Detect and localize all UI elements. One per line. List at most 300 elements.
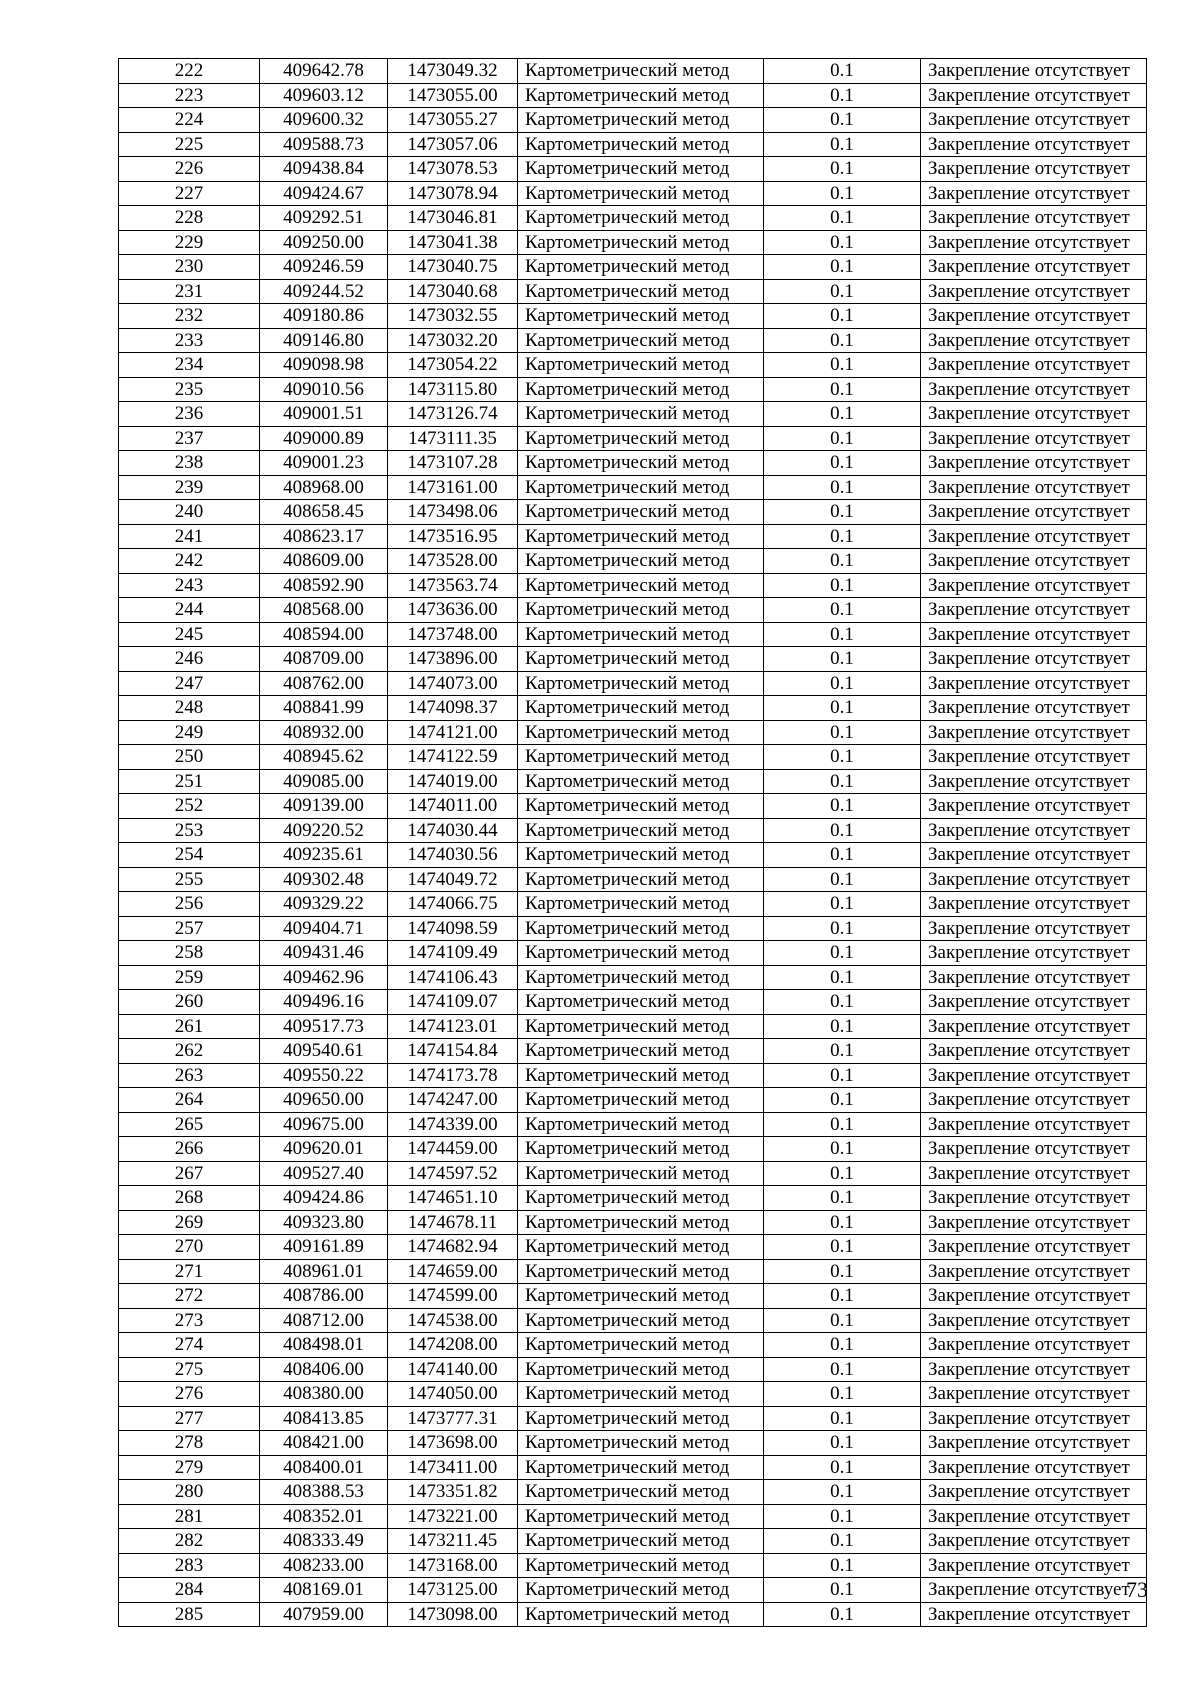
- method-cell: Картометрический метод: [518, 769, 764, 794]
- table-row: [119, 524, 1147, 549]
- fixing-description-cell: Закрепление отсутствует: [921, 377, 1147, 402]
- accuracy-cell: 0.1: [764, 647, 921, 672]
- y-coordinate-cell: 1473126.74: [388, 402, 518, 427]
- accuracy-cell: 0.1: [764, 696, 921, 721]
- accuracy-cell: 0.1: [764, 59, 921, 84]
- accuracy-cell: 0.1: [764, 475, 921, 500]
- fixing-description-cell: Закрепление отсутствует: [921, 328, 1147, 353]
- table-row: [119, 1504, 1147, 1529]
- table-row: [119, 1578, 1147, 1603]
- accuracy-cell: 0.1: [764, 500, 921, 525]
- accuracy-cell: 0.1: [764, 1529, 921, 1554]
- point-number-cell: 284: [119, 1578, 260, 1603]
- fixing-description-cell: Закрепление отсутствует: [921, 1088, 1147, 1113]
- y-coordinate-cell: 1473049.32: [388, 59, 518, 84]
- accuracy-cell: 0.1: [764, 1504, 921, 1529]
- y-coordinate-cell: 1473054.22: [388, 353, 518, 378]
- point-number-cell: 255: [119, 867, 260, 892]
- y-coordinate-cell: 1473032.20: [388, 328, 518, 353]
- method-cell: Картометрический метод: [518, 157, 764, 182]
- method-cell: Картометрический метод: [518, 402, 764, 427]
- method-cell: Картометрический метод: [518, 426, 764, 451]
- fixing-description-cell: Закрепление отсутствует: [921, 108, 1147, 133]
- y-coordinate-cell: 1473211.45: [388, 1529, 518, 1554]
- method-cell: Картометрический метод: [518, 720, 764, 745]
- accuracy-cell: 0.1: [764, 1333, 921, 1358]
- fixing-description-cell: Закрепление отсутствует: [921, 181, 1147, 206]
- fixing-description-cell: Закрепление отсутствует: [921, 1333, 1147, 1358]
- x-coordinate-cell: 408380.00: [260, 1382, 388, 1407]
- fixing-description-cell: Закрепление отсутствует: [921, 1063, 1147, 1088]
- y-coordinate-cell: 1474208.00: [388, 1333, 518, 1358]
- x-coordinate-cell: 408233.00: [260, 1553, 388, 1578]
- y-coordinate-cell: 1473078.94: [388, 181, 518, 206]
- y-coordinate-cell: 1473351.82: [388, 1480, 518, 1505]
- fixing-description-cell: Закрепление отсутствует: [921, 941, 1147, 966]
- method-cell: Картометрический метод: [518, 1284, 764, 1309]
- method-cell: Картометрический метод: [518, 1431, 764, 1456]
- table-body: [119, 59, 1147, 1627]
- table-row: [119, 647, 1147, 672]
- y-coordinate-cell: 1473528.00: [388, 549, 518, 574]
- method-cell: Картометрический метод: [518, 892, 764, 917]
- accuracy-cell: 0.1: [764, 83, 921, 108]
- point-number-cell: 273: [119, 1308, 260, 1333]
- accuracy-cell: 0.1: [764, 941, 921, 966]
- point-number-cell: 225: [119, 132, 260, 157]
- method-cell: Картометрический метод: [518, 1039, 764, 1064]
- point-number-cell: 265: [119, 1112, 260, 1137]
- x-coordinate-cell: 409001.23: [260, 451, 388, 476]
- accuracy-cell: 0.1: [764, 916, 921, 941]
- y-coordinate-cell: 1473516.95: [388, 524, 518, 549]
- y-coordinate-cell: 1473115.80: [388, 377, 518, 402]
- table-row: [119, 916, 1147, 941]
- x-coordinate-cell: 409085.00: [260, 769, 388, 794]
- accuracy-cell: 0.1: [764, 353, 921, 378]
- y-coordinate-cell: 1474651.10: [388, 1186, 518, 1211]
- x-coordinate-cell: 409001.51: [260, 402, 388, 427]
- x-coordinate-cell: 409650.00: [260, 1088, 388, 1113]
- fixing-description-cell: Закрепление отсутствует: [921, 1553, 1147, 1578]
- x-coordinate-cell: 409675.00: [260, 1112, 388, 1137]
- y-coordinate-cell: 1473040.68: [388, 279, 518, 304]
- y-coordinate-cell: 1473055.00: [388, 83, 518, 108]
- y-coordinate-cell: 1474173.78: [388, 1063, 518, 1088]
- y-coordinate-cell: 1474030.44: [388, 818, 518, 843]
- method-cell: Картометрический метод: [518, 83, 764, 108]
- point-number-cell: 274: [119, 1333, 260, 1358]
- method-cell: Картометрический метод: [518, 304, 764, 329]
- accuracy-cell: 0.1: [764, 402, 921, 427]
- point-number-cell: 233: [119, 328, 260, 353]
- point-number-cell: 285: [119, 1602, 260, 1627]
- point-number-cell: 223: [119, 83, 260, 108]
- table-row: [119, 157, 1147, 182]
- table-row: [119, 1529, 1147, 1554]
- x-coordinate-cell: 409098.98: [260, 353, 388, 378]
- method-cell: Картометрический метод: [518, 818, 764, 843]
- x-coordinate-cell: 409517.73: [260, 1014, 388, 1039]
- table-row: [119, 230, 1147, 255]
- method-cell: Картометрический метод: [518, 1088, 764, 1113]
- table-row: [119, 1455, 1147, 1480]
- fixing-description-cell: Закрепление отсутствует: [921, 1284, 1147, 1309]
- accuracy-cell: 0.1: [764, 769, 921, 794]
- method-cell: Картометрический метод: [518, 255, 764, 280]
- point-number-cell: 257: [119, 916, 260, 941]
- method-cell: Картометрический метод: [518, 1186, 764, 1211]
- accuracy-cell: 0.1: [764, 1235, 921, 1260]
- x-coordinate-cell: 409220.52: [260, 818, 388, 843]
- table-row: [119, 696, 1147, 721]
- point-number-cell: 224: [119, 108, 260, 133]
- y-coordinate-cell: 1473161.00: [388, 475, 518, 500]
- y-coordinate-cell: 1473032.55: [388, 304, 518, 329]
- point-number-cell: 269: [119, 1210, 260, 1235]
- accuracy-cell: 0.1: [764, 1431, 921, 1456]
- page-number: 73: [1126, 1577, 1148, 1602]
- method-cell: Картометрический метод: [518, 573, 764, 598]
- table-row: [119, 279, 1147, 304]
- point-number-cell: 237: [119, 426, 260, 451]
- x-coordinate-cell: 409588.73: [260, 132, 388, 157]
- point-number-cell: 251: [119, 769, 260, 794]
- point-number-cell: 252: [119, 794, 260, 819]
- point-number-cell: 242: [119, 549, 260, 574]
- y-coordinate-cell: 1474109.49: [388, 941, 518, 966]
- x-coordinate-cell: 409010.56: [260, 377, 388, 402]
- point-number-cell: 266: [119, 1137, 260, 1162]
- accuracy-cell: 0.1: [764, 990, 921, 1015]
- x-coordinate-cell: 409161.89: [260, 1235, 388, 1260]
- fixing-description-cell: Закрепление отсутствует: [921, 818, 1147, 843]
- y-coordinate-cell: 1473041.38: [388, 230, 518, 255]
- accuracy-cell: 0.1: [764, 377, 921, 402]
- table-row: [119, 377, 1147, 402]
- table-row: [119, 671, 1147, 696]
- y-coordinate-cell: 1473698.00: [388, 1431, 518, 1456]
- x-coordinate-cell: 409292.51: [260, 206, 388, 231]
- accuracy-cell: 0.1: [764, 598, 921, 623]
- table-row: [119, 1210, 1147, 1235]
- table-row: [119, 720, 1147, 745]
- y-coordinate-cell: 1473107.28: [388, 451, 518, 476]
- x-coordinate-cell: 408594.00: [260, 622, 388, 647]
- accuracy-cell: 0.1: [764, 671, 921, 696]
- x-coordinate-cell: 409244.52: [260, 279, 388, 304]
- point-number-cell: 278: [119, 1431, 260, 1456]
- y-coordinate-cell: 1474121.00: [388, 720, 518, 745]
- point-number-cell: 272: [119, 1284, 260, 1309]
- fixing-description-cell: Закрепление отсутствует: [921, 1210, 1147, 1235]
- fixing-description-cell: Закрепление отсутствует: [921, 671, 1147, 696]
- fixing-description-cell: Закрепление отсутствует: [921, 990, 1147, 1015]
- accuracy-cell: 0.1: [764, 1382, 921, 1407]
- fixing-description-cell: Закрепление отсутствует: [921, 867, 1147, 892]
- x-coordinate-cell: 409642.78: [260, 59, 388, 84]
- accuracy-cell: 0.1: [764, 451, 921, 476]
- point-number-cell: 256: [119, 892, 260, 917]
- x-coordinate-cell: 408968.00: [260, 475, 388, 500]
- fixing-description-cell: Закрепление отсутствует: [921, 598, 1147, 623]
- accuracy-cell: 0.1: [764, 206, 921, 231]
- method-cell: Картометрический метод: [518, 647, 764, 672]
- method-cell: Картометрический метод: [518, 108, 764, 133]
- table-row: [119, 206, 1147, 231]
- accuracy-cell: 0.1: [764, 524, 921, 549]
- accuracy-cell: 0.1: [764, 745, 921, 770]
- table-row: [119, 475, 1147, 500]
- x-coordinate-cell: 408658.45: [260, 500, 388, 525]
- x-coordinate-cell: 409550.22: [260, 1063, 388, 1088]
- method-cell: Картометрический метод: [518, 1382, 764, 1407]
- fixing-description-cell: Закрепление отсутствует: [921, 843, 1147, 868]
- y-coordinate-cell: 1474247.00: [388, 1088, 518, 1113]
- fixing-description-cell: Закрепление отсутствует: [921, 500, 1147, 525]
- method-cell: Картометрический метод: [518, 794, 764, 819]
- accuracy-cell: 0.1: [764, 720, 921, 745]
- x-coordinate-cell: 408413.85: [260, 1406, 388, 1431]
- point-number-cell: 235: [119, 377, 260, 402]
- y-coordinate-cell: 1473636.00: [388, 598, 518, 623]
- table-row: [119, 990, 1147, 1015]
- method-cell: Картометрический метод: [518, 181, 764, 206]
- y-coordinate-cell: 1473055.27: [388, 108, 518, 133]
- method-cell: Картометрический метод: [518, 328, 764, 353]
- table-row: [119, 1602, 1147, 1627]
- point-number-cell: 231: [119, 279, 260, 304]
- table-row: [119, 1235, 1147, 1260]
- point-number-cell: 279: [119, 1455, 260, 1480]
- method-cell: Картометрический метод: [518, 1480, 764, 1505]
- y-coordinate-cell: 1473168.00: [388, 1553, 518, 1578]
- accuracy-cell: 0.1: [764, 1186, 921, 1211]
- y-coordinate-cell: 1474597.52: [388, 1161, 518, 1186]
- method-cell: Картометрический метод: [518, 353, 764, 378]
- point-number-cell: 228: [119, 206, 260, 231]
- y-coordinate-cell: 1474682.94: [388, 1235, 518, 1260]
- point-number-cell: 240: [119, 500, 260, 525]
- point-number-cell: 236: [119, 402, 260, 427]
- fixing-description-cell: Закрепление отсутствует: [921, 426, 1147, 451]
- point-number-cell: 239: [119, 475, 260, 500]
- y-coordinate-cell: 1474098.37: [388, 696, 518, 721]
- point-number-cell: 281: [119, 1504, 260, 1529]
- y-coordinate-cell: 1474011.00: [388, 794, 518, 819]
- method-cell: Картометрический метод: [518, 1578, 764, 1603]
- point-number-cell: 260: [119, 990, 260, 1015]
- fixing-description-cell: Закрепление отсутствует: [921, 206, 1147, 231]
- table-row: [119, 1406, 1147, 1431]
- point-number-cell: 262: [119, 1039, 260, 1064]
- point-number-cell: 227: [119, 181, 260, 206]
- y-coordinate-cell: 1473748.00: [388, 622, 518, 647]
- x-coordinate-cell: 408352.01: [260, 1504, 388, 1529]
- y-coordinate-cell: 1473057.06: [388, 132, 518, 157]
- accuracy-cell: 0.1: [764, 132, 921, 157]
- fixing-description-cell: Закрепление отсутствует: [921, 745, 1147, 770]
- x-coordinate-cell: 409540.61: [260, 1039, 388, 1064]
- method-cell: Картометрический метод: [518, 132, 764, 157]
- method-cell: Картометрический метод: [518, 1063, 764, 1088]
- accuracy-cell: 0.1: [764, 279, 921, 304]
- method-cell: Картометрический метод: [518, 696, 764, 721]
- accuracy-cell: 0.1: [764, 1480, 921, 1505]
- y-coordinate-cell: 1474538.00: [388, 1308, 518, 1333]
- point-number-cell: 282: [119, 1529, 260, 1554]
- accuracy-cell: 0.1: [764, 892, 921, 917]
- table-row: [119, 622, 1147, 647]
- table-row: [119, 598, 1147, 623]
- y-coordinate-cell: 1473040.75: [388, 255, 518, 280]
- fixing-description-cell: Закрепление отсутствует: [921, 524, 1147, 549]
- y-coordinate-cell: 1474073.00: [388, 671, 518, 696]
- x-coordinate-cell: 409431.46: [260, 941, 388, 966]
- accuracy-cell: 0.1: [764, 1284, 921, 1309]
- method-cell: Картометрический метод: [518, 1602, 764, 1627]
- fixing-description-cell: Закрепление отсутствует: [921, 1431, 1147, 1456]
- table-row: [119, 1357, 1147, 1382]
- method-cell: Картометрический метод: [518, 1553, 764, 1578]
- point-number-cell: 271: [119, 1259, 260, 1284]
- table-row: [119, 818, 1147, 843]
- accuracy-cell: 0.1: [764, 230, 921, 255]
- y-coordinate-cell: 1473111.35: [388, 426, 518, 451]
- x-coordinate-cell: 408400.01: [260, 1455, 388, 1480]
- y-coordinate-cell: 1474030.56: [388, 843, 518, 868]
- y-coordinate-cell: 1474106.43: [388, 965, 518, 990]
- table-row: [119, 59, 1147, 84]
- table-row: [119, 304, 1147, 329]
- fixing-description-cell: Закрепление отсутствует: [921, 157, 1147, 182]
- fixing-description-cell: Закрепление отсутствует: [921, 769, 1147, 794]
- x-coordinate-cell: 408609.00: [260, 549, 388, 574]
- fixing-description-cell: Закрепление отсутствует: [921, 1455, 1147, 1480]
- y-coordinate-cell: 1474459.00: [388, 1137, 518, 1162]
- accuracy-cell: 0.1: [764, 549, 921, 574]
- y-coordinate-cell: 1474154.84: [388, 1039, 518, 1064]
- table-row: [119, 1039, 1147, 1064]
- method-cell: Картометрический метод: [518, 59, 764, 84]
- method-cell: Картометрический метод: [518, 941, 764, 966]
- method-cell: Картометрический метод: [518, 1333, 764, 1358]
- table-row: [119, 892, 1147, 917]
- x-coordinate-cell: 408406.00: [260, 1357, 388, 1382]
- y-coordinate-cell: 1474659.00: [388, 1259, 518, 1284]
- x-coordinate-cell: 408568.00: [260, 598, 388, 623]
- point-number-cell: 249: [119, 720, 260, 745]
- accuracy-cell: 0.1: [764, 1014, 921, 1039]
- y-coordinate-cell: 1473563.74: [388, 573, 518, 598]
- fixing-description-cell: Закрепление отсутствует: [921, 304, 1147, 329]
- method-cell: Картометрический метод: [518, 1235, 764, 1260]
- table-row: [119, 108, 1147, 133]
- point-number-cell: 245: [119, 622, 260, 647]
- point-number-cell: 267: [119, 1161, 260, 1186]
- x-coordinate-cell: 408786.00: [260, 1284, 388, 1309]
- fixing-description-cell: Закрепление отсутствует: [921, 1014, 1147, 1039]
- y-coordinate-cell: 1474123.01: [388, 1014, 518, 1039]
- accuracy-cell: 0.1: [764, 157, 921, 182]
- x-coordinate-cell: 409424.67: [260, 181, 388, 206]
- table-row: [119, 1137, 1147, 1162]
- point-number-cell: 270: [119, 1235, 260, 1260]
- accuracy-cell: 0.1: [764, 1357, 921, 1382]
- x-coordinate-cell: 408498.01: [260, 1333, 388, 1358]
- fixing-description-cell: Закрепление отсутствует: [921, 1161, 1147, 1186]
- method-cell: Картометрический метод: [518, 377, 764, 402]
- accuracy-cell: 0.1: [764, 1088, 921, 1113]
- point-number-cell: 263: [119, 1063, 260, 1088]
- table-row: [119, 353, 1147, 378]
- fixing-description-cell: Закрепление отсутствует: [921, 892, 1147, 917]
- point-number-cell: 247: [119, 671, 260, 696]
- fixing-description-cell: Закрепление отсутствует: [921, 230, 1147, 255]
- accuracy-cell: 0.1: [764, 794, 921, 819]
- accuracy-cell: 0.1: [764, 573, 921, 598]
- x-coordinate-cell: 407959.00: [260, 1602, 388, 1627]
- table-row: [119, 1333, 1147, 1358]
- point-number-cell: 226: [119, 157, 260, 182]
- fixing-description-cell: Закрепление отсутствует: [921, 1504, 1147, 1529]
- table-row: [119, 1259, 1147, 1284]
- method-cell: Картометрический метод: [518, 598, 764, 623]
- table-row: [119, 402, 1147, 427]
- point-number-cell: 275: [119, 1357, 260, 1382]
- fixing-description-cell: Закрепление отсутствует: [921, 1602, 1147, 1627]
- point-number-cell: 230: [119, 255, 260, 280]
- x-coordinate-cell: 409620.01: [260, 1137, 388, 1162]
- x-coordinate-cell: 408841.99: [260, 696, 388, 721]
- method-cell: Картометрический метод: [518, 1210, 764, 1235]
- y-coordinate-cell: 1474098.59: [388, 916, 518, 941]
- method-cell: Картометрический метод: [518, 965, 764, 990]
- point-number-cell: 276: [119, 1382, 260, 1407]
- x-coordinate-cell: 408709.00: [260, 647, 388, 672]
- y-coordinate-cell: 1473098.00: [388, 1602, 518, 1627]
- accuracy-cell: 0.1: [764, 965, 921, 990]
- point-number-cell: 234: [119, 353, 260, 378]
- accuracy-cell: 0.1: [764, 108, 921, 133]
- method-cell: Картометрический метод: [518, 549, 764, 574]
- fixing-description-cell: Закрепление отсутствует: [921, 1186, 1147, 1211]
- y-coordinate-cell: 1473078.53: [388, 157, 518, 182]
- table-row: [119, 500, 1147, 525]
- table-row: [119, 794, 1147, 819]
- fixing-description-cell: Закрепление отсутствует: [921, 965, 1147, 990]
- table-row: [119, 1088, 1147, 1113]
- x-coordinate-cell: 409404.71: [260, 916, 388, 941]
- fixing-description-cell: Закрепление отсутствует: [921, 1357, 1147, 1382]
- table-row: [119, 132, 1147, 157]
- table-row: [119, 426, 1147, 451]
- y-coordinate-cell: 1474019.00: [388, 769, 518, 794]
- method-cell: Картометрический метод: [518, 1112, 764, 1137]
- method-cell: Картометрический метод: [518, 1529, 764, 1554]
- y-coordinate-cell: 1474599.00: [388, 1284, 518, 1309]
- x-coordinate-cell: 409139.00: [260, 794, 388, 819]
- method-cell: Картометрический метод: [518, 867, 764, 892]
- method-cell: Картометрический метод: [518, 206, 764, 231]
- accuracy-cell: 0.1: [764, 1308, 921, 1333]
- y-coordinate-cell: 1474339.00: [388, 1112, 518, 1137]
- table-row: [119, 451, 1147, 476]
- method-cell: Картометрический метод: [518, 1308, 764, 1333]
- x-coordinate-cell: 408421.00: [260, 1431, 388, 1456]
- x-coordinate-cell: 408945.62: [260, 745, 388, 770]
- y-coordinate-cell: 1473896.00: [388, 647, 518, 672]
